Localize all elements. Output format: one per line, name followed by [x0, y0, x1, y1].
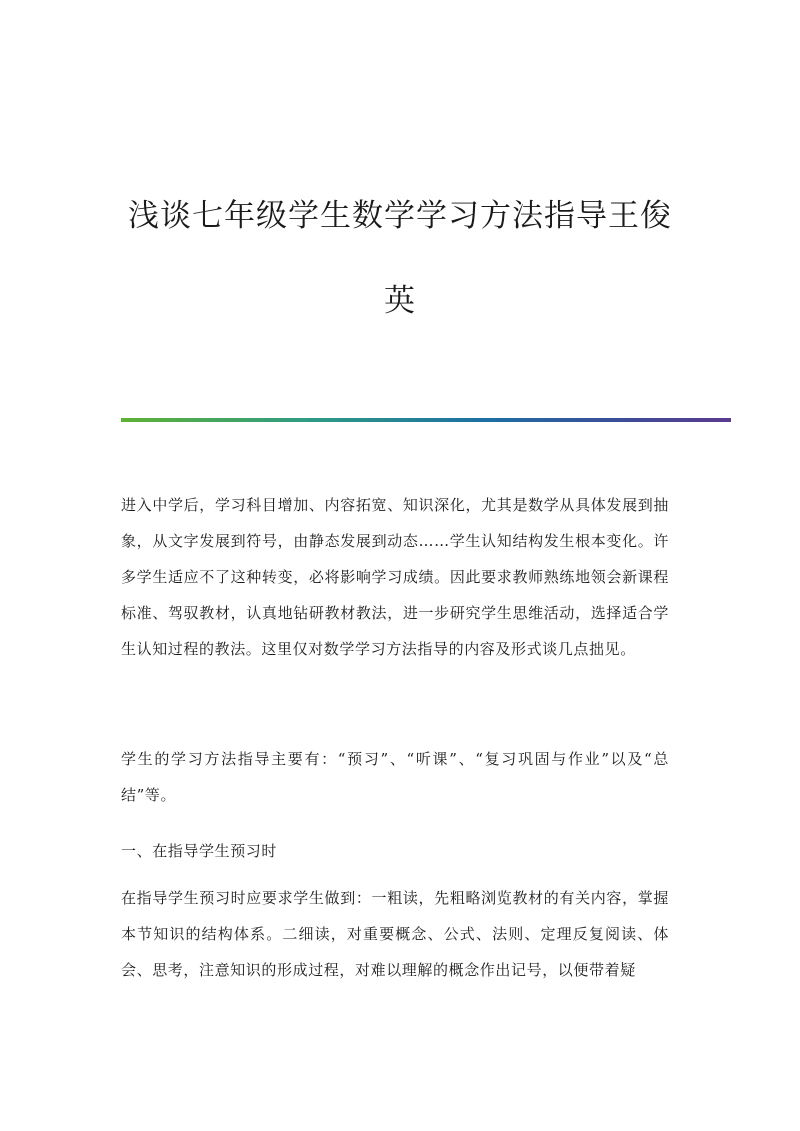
document-title-line-2: 英 — [384, 283, 416, 319]
section-heading-preview: 一、在指导学生预习时 — [121, 842, 278, 860]
paragraph-preview: 在指导学生预习时应要求学生做到：一粗读，先粗略浏览教材的有关内容，掌握本节知识的结构体系。二细读，对重要概念、公式、法则、定理反复阅读、体会、思考，注意知识的形成过程，对难以理解的概念作出记号，以便带着疑 — [121, 889, 669, 979]
document-title-line-1: 浅谈七年级学生数学学习方法指导王俊 — [128, 198, 672, 234]
title-divider — [121, 418, 731, 422]
paragraph-methods: 学生的学习方法指导主要有：“预习”、“听课”、“复习巩固与作业”以及“总结”等。 — [121, 750, 669, 804]
paragraph-intro: 进入中学后，学习科目增加、内容拓宽、知识深化，尤其是数学从具体发展到抽象，从文字发展到符号，由静态发展到动态……学生认知结构发生根本变化。许多学生适应不了这种转变，必将影响学习成绩。因此要求教师熟练地领会新课程标准、驾驭教材，认真地钻研教材教法，进一步研究学生思维活动，选择适合学生认知过程的教法。这里仅对数学学习方法指导的内容及形式谈几点拙见。 — [121, 496, 669, 658]
